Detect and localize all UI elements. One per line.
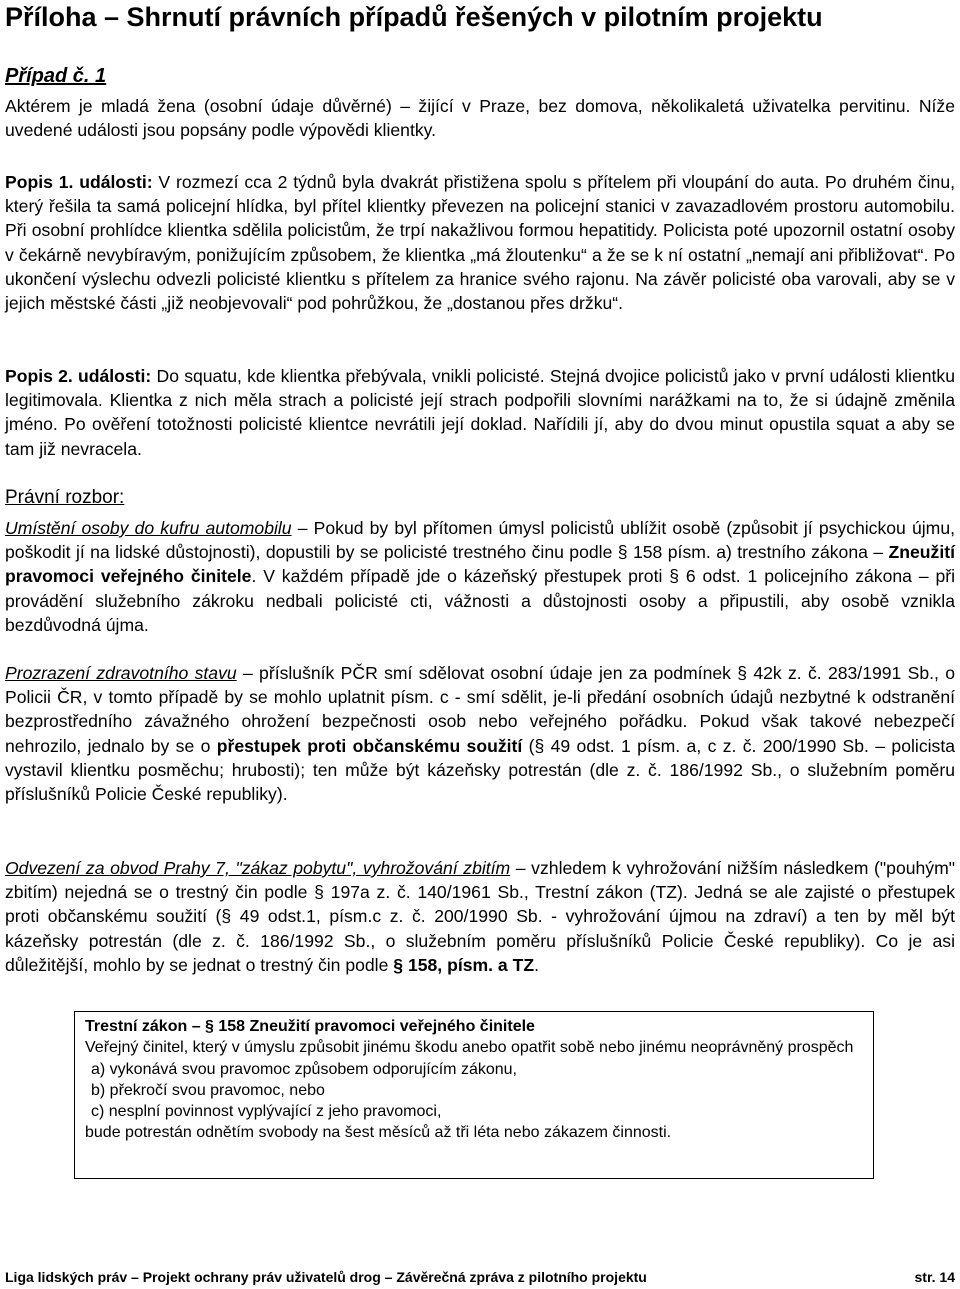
analysis1-paragraph <box>5 516 955 637</box>
analysis3-text-a: – vzhledem k vyhrožování nižším následkem ("pouhým" zbitím) nejedná se o trestný čin podle § 197a z. č. 140/1961 Sb., Trestní zákon (TZ). Jedná se ale zajisté o přestupek proti občanskému soužití (§ 49 odst.1, písm.c z. č. 200/1990 Sb. - vyhrožování újmou na zdraví) a ten by měl být kázeňsky potrestán (dle z. č. 186/1992 Sb., o služebním poměru příslušníků Policie České republiky). Co je asi důležitější, mohlo by se jednat o trestný čin podle <box>5 858 955 975</box>
event1-label: Popis 1. události: <box>5 172 153 192</box>
intro-paragraph: Aktérem je mladá žena (osobní údaje důvěrné) – žijící v Praze, bez domova, několikaletá uživatelka pervitinu. Níže uvedené události jsou popsány podle výpovědi klientky. <box>5 96 955 141</box>
law-box-penalty: bude potrestán odnětím svobody na šest měsíců až tři léta nebo zákazem činnosti. <box>85 1124 672 1142</box>
law-box-intro: Veřejný činitel, který v úmyslu způsobit jinému škodu anebo opatřit sobě nebo jinému neoprávněný prospěch <box>85 1039 854 1057</box>
law-box-item: b) překročí svou pravomoc, nebo <box>91 1081 325 1099</box>
analysis2-text-a: – příslušník PČR smí sdělovat osobní údaje jen za podmínek § 42k z. č. 283/1991 Sb., o Policii ČR, v tomto případě by se mohlo uplatnit písm. c - smí sdělit, je-li předání osobních údajů nezbytné k odstranění bezprostředního závažného ohrožení bezpečnosti osob nebo veřejného pořádku. Pokud však takové nebezpečí nehrozilo, jednalo by se o <box>5 663 956 756</box>
analysis1-text-a: – Pokud by byl přítomen úmysl policistů ublížit osobě (způsobit jí psychickou újmu, poškodit jí na lidské důstojnosti), dopustili by se policisté trestného činu podle § 158 písm. a) trestního zákona – <box>5 518 955 563</box>
analysis3-title: Odvezení za obvod Prahy 7, "zákaz pobytu", vyhrožování zbitím <box>5 858 511 878</box>
analysis3-bold: § 158, písm. a TZ <box>393 954 535 975</box>
analysis1-text-b: . V každém případě jde o kázeňský přestupek proti § 6 odst. 1 policejního zákona – při provádění služebního zákroku nedbali policisté cti, vážnosti a důstojnosti osoby a připustili, aby osobě vznikla bezdůvodná újma. <box>5 566 955 635</box>
page-footer <box>5 1268 955 1286</box>
analysis3-text-b: . <box>534 954 539 975</box>
event1-text: V rozmezí cca 2 týdnů byla dvakrát přistižena spolu s přítelem při vloupání do auta. Po druhém činu, který řešila ta samá policejní hlídka, byl přítel klientky převezen na policejní stanici v zavazadlovém prostoru automobilu. Při osobní prohlídce klientka sdělila policistům, že trpí nakažlivou formou hepatitidy. Policista poté upozornil ostatní osoby v čekárně nevybíravým, ponižujícím způsobem, že klientka „má žloutenku“ a že se k ní ostatní „nemají ani přibližovat“. Po ukončení výslechu odvezli policisté klientku s přítelem za hranice svého rajonu. Na závěr policisté oba varovali, aby se v jejich městské části „již neobjevovali“ pod pohrůžkou, že „dostanou přes držku“. <box>5 172 955 314</box>
analysis-heading: Právní rozbor: <box>5 487 125 508</box>
analysis2-paragraph <box>5 661 955 806</box>
analysis2-title: Prozrazení zdravotního stavu <box>5 663 237 683</box>
law-box-item: c) nesplní povinnost vyplývající z jeho pravomoci, <box>91 1103 442 1121</box>
law-box-title: Trestní zákon – § 158 Zneužití pravomoci veřejného činitele <box>85 1018 535 1035</box>
page-number: str. 14 <box>914 1269 955 1285</box>
analysis1-title: Umístění osoby do kufru automobilu <box>5 518 292 538</box>
case-title: Případ č. 1 <box>5 65 107 87</box>
analysis2-bold: přestupek proti občanskému soužití <box>216 735 523 756</box>
event2-label: Popis 2. události: <box>5 366 152 386</box>
analysis1-bold: Zneužití pravomoci veřejného činitele <box>5 542 955 587</box>
page-title: Příloha – Shrnutí právních případů řešených v pilotním projektu <box>5 2 823 32</box>
event2-paragraph <box>5 364 955 461</box>
footer-text: Liga lidských práv – Projekt ochrany práv uživatelů drog – Závěrečná zpráva z pilotního projektu <box>5 1269 647 1285</box>
analysis3-paragraph <box>5 856 955 977</box>
event2-text: Do squatu, kde klientka přebývala, vnikli policisté. Stejná dvojice policistů jako v první události klientku legitimovala. Klientka z nich měla strach a policisté její strach podpořili slovními narážkami na to, že si údajně změnila jméno. Po ověření totožnosti policisté klientce nevrátili její doklad. Nařídili jí, aby do dvou minut opustila squat a aby se tam již nevracela. <box>5 366 955 459</box>
law-quote-box <box>74 1011 874 1179</box>
analysis2-text-b: (§ 49 odst. 1 písm. a, c z. č. 200/1990 Sb. – policista vystavil klientku posměchu; hrubosti); ten může být kázeňsky potrestán (dle z. č. 186/1992 Sb., o služebním poměru příslušníků Policie České republiky). <box>5 735 955 805</box>
event1-paragraph <box>5 170 955 315</box>
law-box-item: a) vykonává svou pravomoc způsobem odporujícím zákonu, <box>91 1060 517 1078</box>
